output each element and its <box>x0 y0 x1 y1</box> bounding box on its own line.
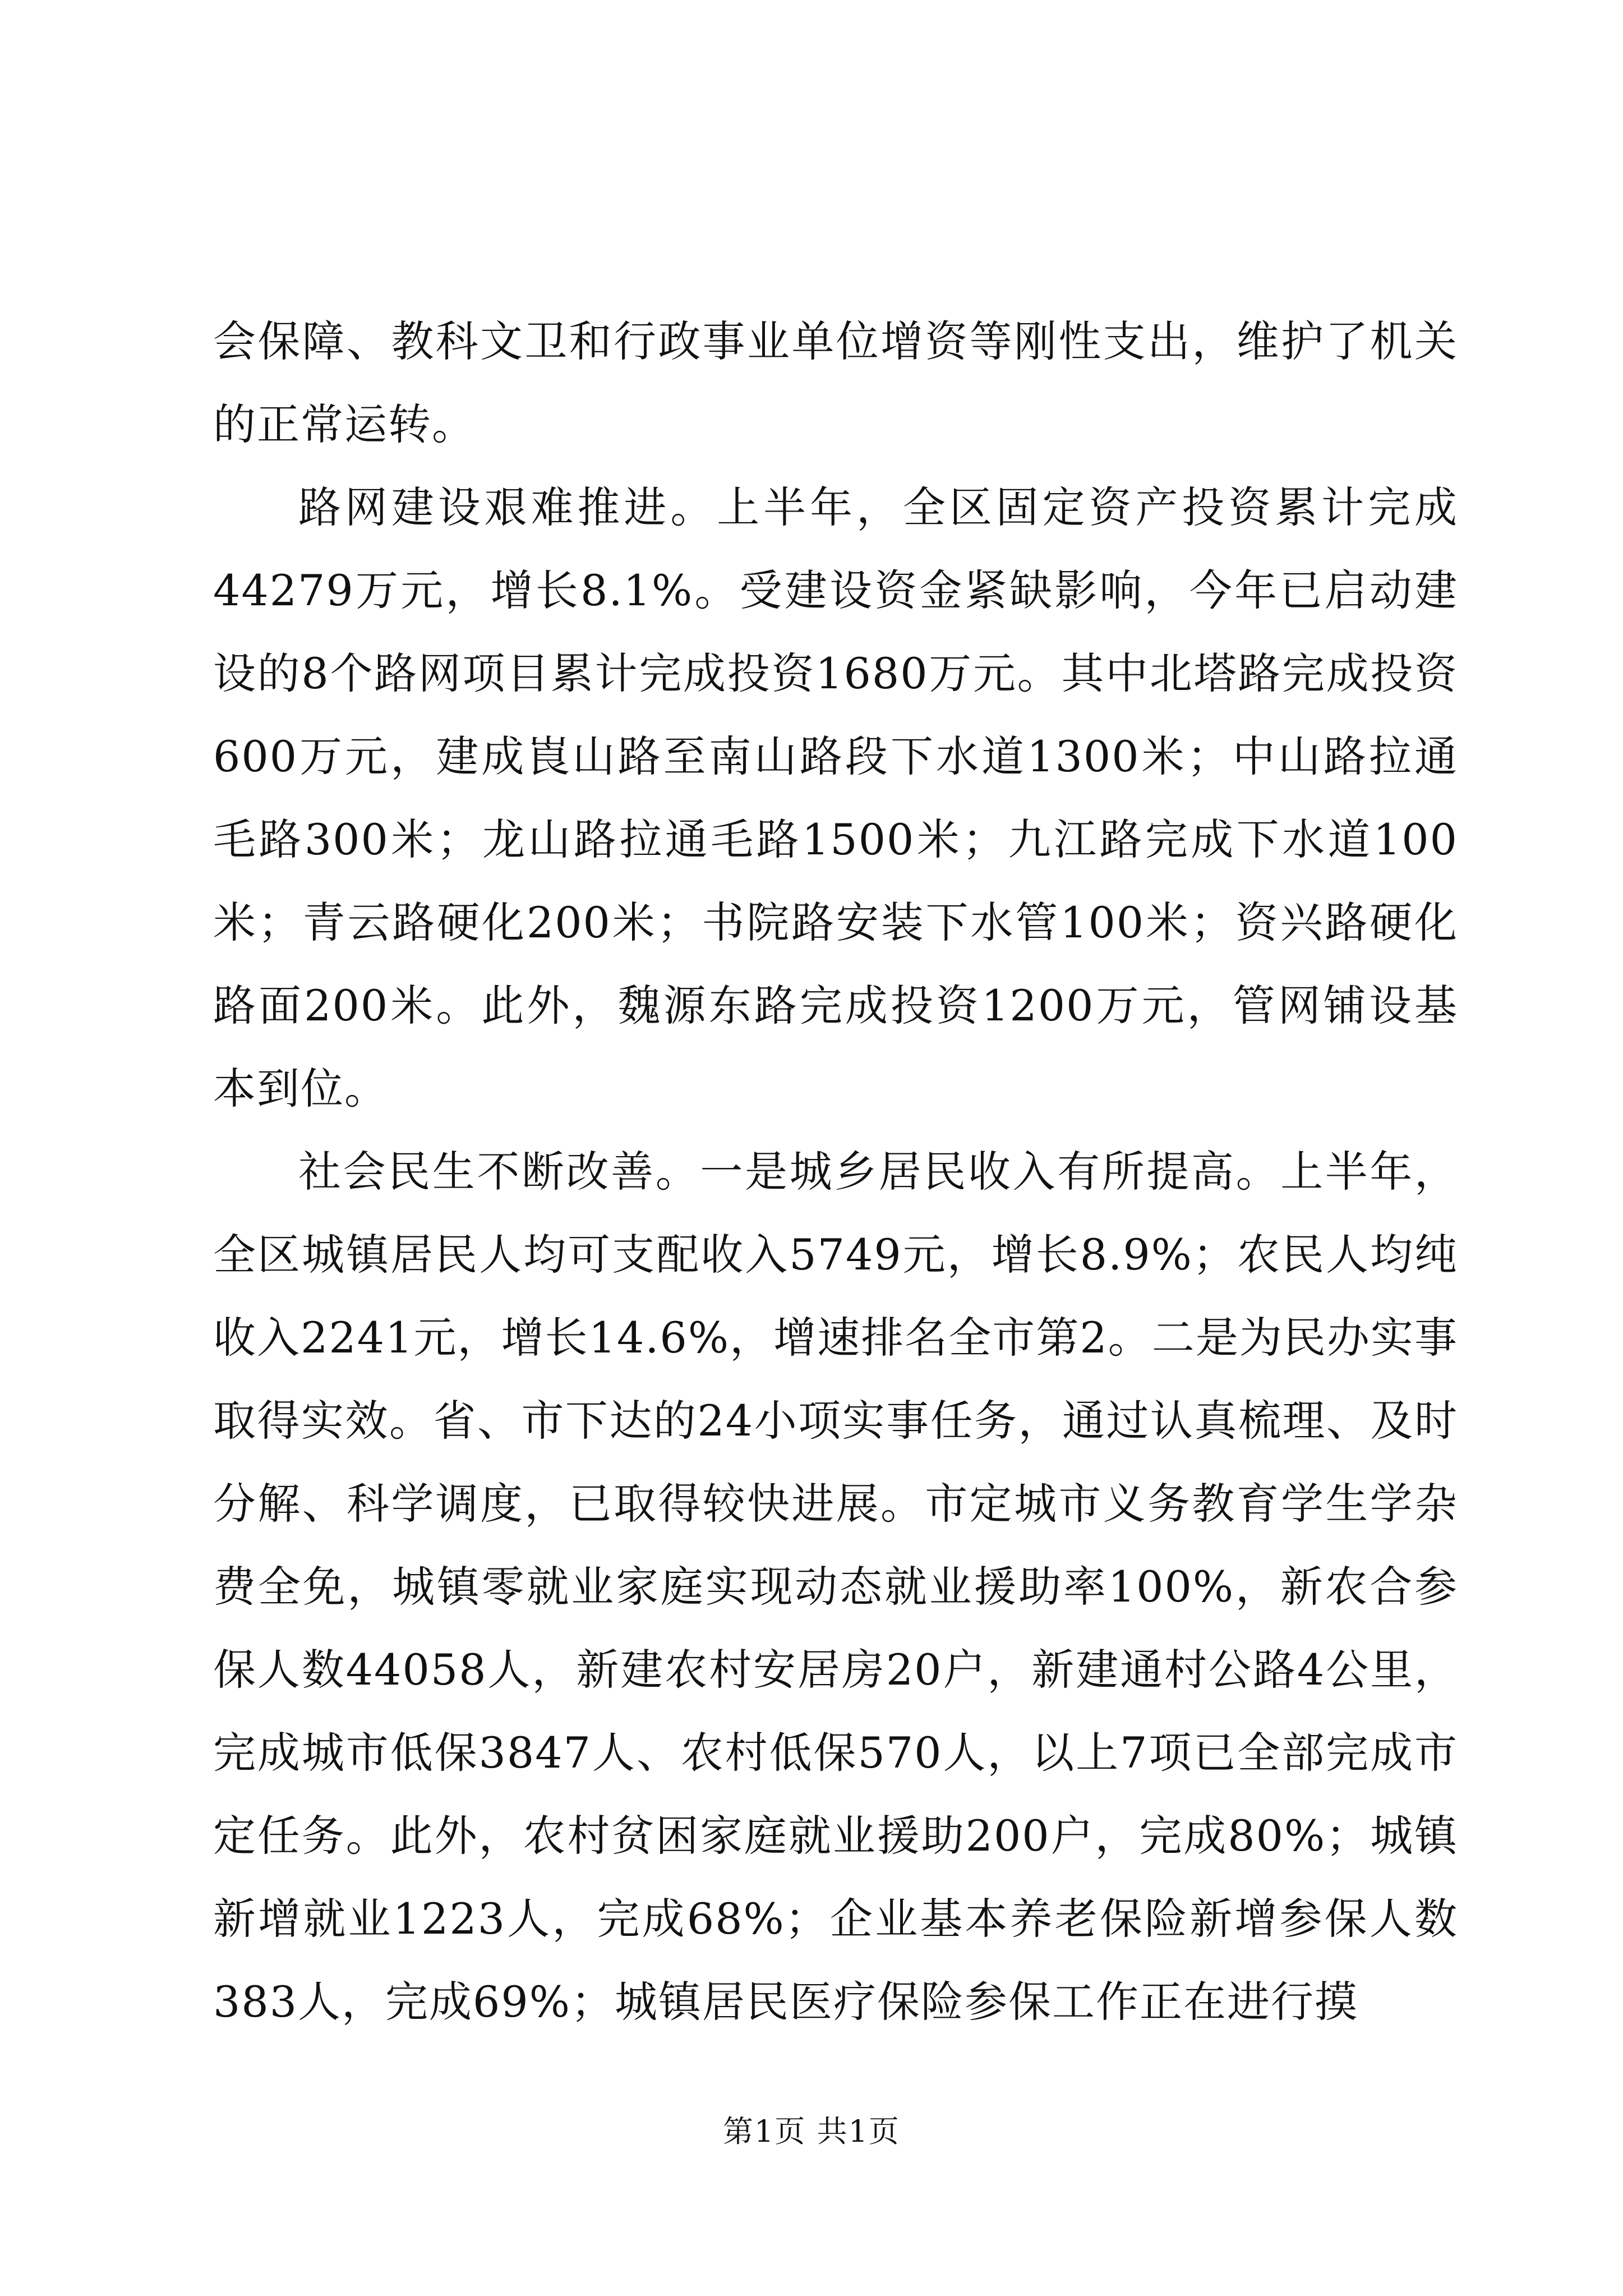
document-body <box>213 300 1458 2044</box>
paragraph-3: 社会民生不断改善。一是城乡居民收入有所提高。上半年，全区城镇居民人均可支配收入5749元，增长8.9%；农民人均纯收入2241元，增长14.6%，增速排名全市第2。二是为民办实事取得实效。省、市下达的24小项实事任务，通过认真梳理、及时分解、科学调度，已取得较快进展。市定城市义务教育学生学杂费全免，城镇零就业家庭实现动态就业援助率100%，新农合参保人数44058人，新建农村安居房20户，新建通村公路4公里，完成城市低保3847人、农村低保570人，以上7项已全部完成市定任务。此外，农村贫困家庭就业援助200户，完成80%；城镇新增就业1223人，完成68%；企业基本养老保险新增参保人数383人，完成69%；城镇居民医疗保险参保工作正在进行摸 <box>213 1147 1458 2027</box>
page-footer <box>0 2112 1623 2151</box>
paragraph-1: 会保障、教科文卫和行政事业单位增资等刚性支出，维护了机关的正常运转。 <box>213 316 1458 449</box>
page-number-label: 第1页 共1页 <box>723 2114 900 2149</box>
paragraph-2: 路网建设艰难推进。上半年，全区固定资产投资累计完成44279万元，增长8.1%。受建设资金紧缺影响，今年已启动建设的8个路网项目累计完成投资1680万元。其中北塔路完成投资600万元，建成崀山路至南山路段下水道1300米；中山路拉通毛路300米；龙山路拉通毛路1500米；九江路完成下水道100米；青云路硬化200米；书院路安装下水管100米；资兴路硬化路面200米。此外，魏源东路完成投资1200万元，管网铺设基本到位。 <box>213 482 1458 1114</box>
